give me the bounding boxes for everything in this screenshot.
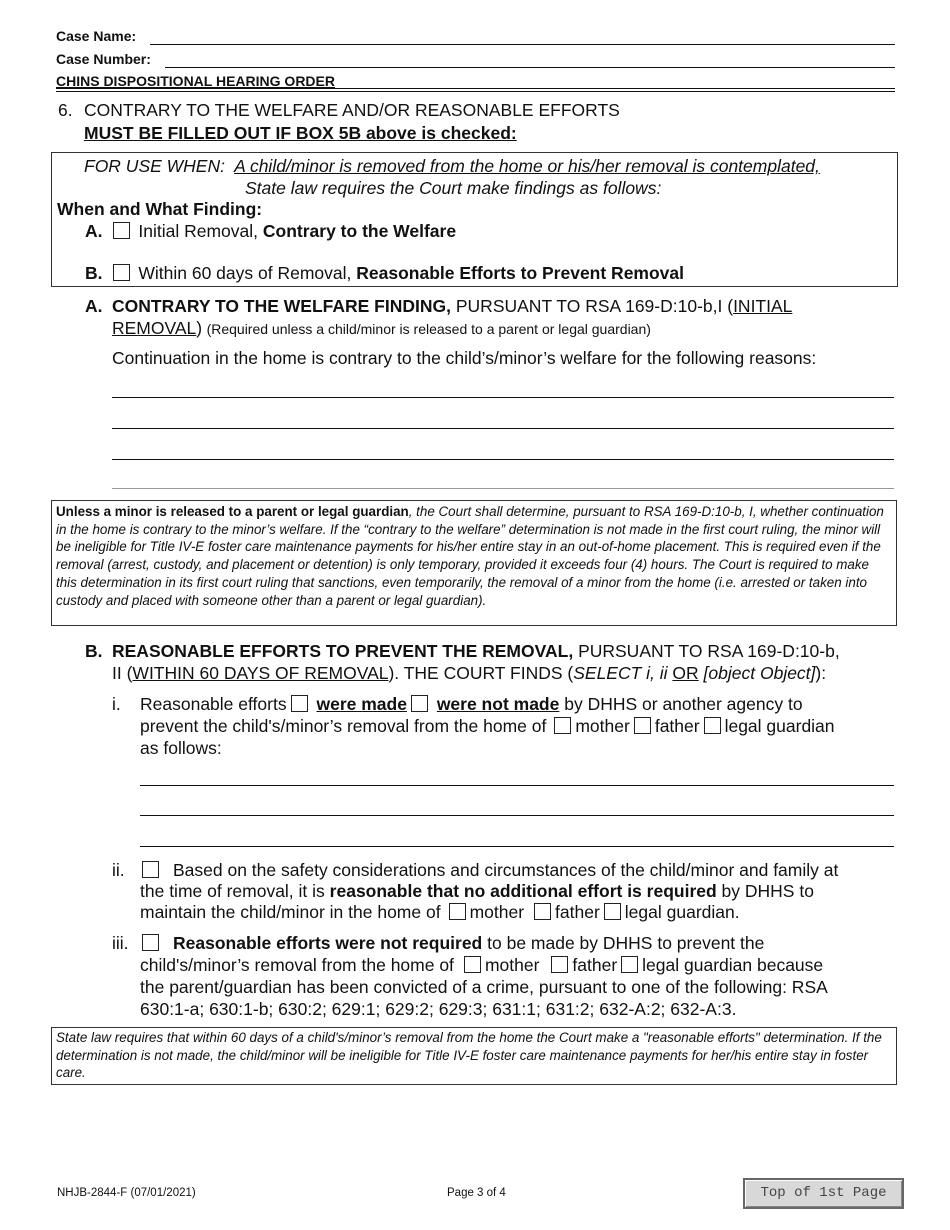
iii-guardian-label: legal guardian: [642, 955, 753, 975]
option-ii-end: .: [734, 902, 740, 922]
i-mother-label: mother: [575, 716, 630, 736]
finding-a-row: [85, 221, 456, 242]
header-rule: [56, 88, 895, 89]
option-iii-line1: [140, 933, 764, 954]
part-a-line2: [112, 318, 651, 339]
case-name-field[interactable]: [150, 44, 895, 45]
ii-guardian-checkbox[interactable]: [604, 903, 621, 920]
part-a-removal: REMOVAL: [112, 318, 197, 338]
section-title: CONTRARY TO THE WELFARE AND/OR REASONABLE EFFORTS: [84, 100, 620, 120]
option-iii-because: because: [756, 955, 824, 975]
part-b-title-bold: REASONABLE EFFORTS TO PREVENT THE REMOVAL,: [112, 641, 574, 661]
were-made-checkbox[interactable]: [291, 695, 308, 712]
option-iii-line4: 630:1-a; 630:1-b; 630:2; 629:1; 629:2; 629:3; 631:1; 631:2; 632-A:2; 632-A:3.: [140, 999, 737, 1019]
option-ii-num: ii.: [112, 860, 125, 880]
finding-b-checkbox[interactable]: [113, 264, 130, 281]
ii-guardian-label: legal guardian: [624, 902, 735, 922]
option-ii-pre: the time of removal, it is: [140, 881, 325, 901]
option-i-num: i.: [112, 694, 121, 714]
finding-b-text: Within 60 days of Removal,: [138, 263, 352, 283]
header-rule-2: [56, 91, 895, 92]
i-father-checkbox[interactable]: [634, 717, 651, 734]
option-ii-line3: [140, 902, 740, 923]
when-what-label: When and What Finding:: [57, 199, 263, 219]
reason-line-2[interactable]: [112, 428, 894, 429]
option-i-line3: as follows:: [140, 738, 222, 758]
part-b-line2: [112, 663, 826, 684]
part-b-select: SELECT i, ii: [573, 663, 668, 683]
finding-a-checkbox[interactable]: [113, 222, 130, 239]
option-iii-num: iii.: [112, 933, 129, 953]
order-title: CHINS DISPOSITIONAL HEARING ORDER: [56, 73, 335, 89]
iii-mother-label: mother: [484, 955, 540, 975]
notice-1-bold: Unless a minor is released to a parent or legal guardian: [56, 504, 409, 519]
finding-a-bold: Contrary to the Welfare: [262, 221, 457, 241]
page-number: Page 3 of 4: [447, 1187, 506, 1199]
ii-mother-label: mother: [469, 902, 525, 922]
finding-b-row: [85, 263, 684, 284]
case-name-label: Case Name:: [56, 28, 137, 44]
part-b-or: OR: [672, 663, 699, 683]
efforts-line-1[interactable]: [140, 785, 894, 786]
use-when-text: A child/minor is removed from the home or his/her removal is contemplated,: [234, 156, 820, 176]
option-ii-line2: [140, 881, 814, 902]
i-guardian-checkbox[interactable]: [704, 717, 721, 734]
notice-1-text: , the Court shall determine, pursuant to RSA 169-D:10-b, I, whether continuation in the home is contrary to the minor’s welfare. If the “contrary to the welfare” determination is not made in the first court ruling, the minor will be ineligible for Title IV-E foster care maintenance payments for his/her entire stay in an out-of-home placement. This is required even if the removal (arrest, custody, and placement or detention) is only temporary, provided it exceeds four (4) hours. The Court is required to make this determination in its first court ruling that sanctions, even temporarily, the removal of a minor from the home (i.e. arrested or taken into custody and placed with someone other than a parent or legal guardian).: [56, 504, 884, 608]
part-b-within: WITHIN 60 DAYS OF REMOVAL: [132, 663, 389, 683]
option-i-pre: Reasonable efforts: [140, 694, 287, 714]
option-iii-line2-text: child's/minor’s removal from the home of: [140, 955, 454, 975]
form-id: NHJB-2844-F (07/01/2021): [57, 1187, 196, 1199]
part-b-letter: B.: [85, 641, 103, 661]
iii-mother-checkbox[interactable]: [464, 956, 481, 973]
were-not-made-checkbox[interactable]: [411, 695, 428, 712]
reason-line-4[interactable]: [112, 488, 894, 489]
part-a-close: ): [196, 318, 203, 338]
notice-2-text: State law requires that within 60 days of a child's/minor’s removal from the home the Court make a "reasonable efforts" determination. If the determination is not made, the child/minor will be ineligible for Title IV-E foster care maintenance payments for her/his entire stay in foster care.: [56, 1030, 882, 1081]
option-ii-line1: [140, 860, 838, 881]
part-a-letter: A.: [85, 296, 103, 316]
option-ii-checkbox[interactable]: [142, 861, 159, 878]
option-i-line2-text: prevent the child's/minor’s removal from the home of: [140, 716, 547, 736]
option-i-line1: [140, 694, 803, 715]
notice-reasonable-efforts: [51, 1027, 897, 1085]
part-a-continuation: Continuation in the home is contrary to the child’s/minor’s welfare for the following reasons:: [112, 348, 817, 368]
ii-father-checkbox[interactable]: [534, 903, 551, 920]
finding-a-letter: A.: [85, 221, 103, 241]
option-iii-line3: the parent/guardian has been convicted of a crime, pursuant to one of the following: RSA: [140, 977, 828, 997]
section-subtitle: MUST BE FILLED OUT IF BOX 5B above is checked:: [84, 123, 517, 143]
option-ii-post: by DHHS to: [721, 881, 814, 901]
part-a-title-bold: CONTRARY TO THE WELFARE FINDING,: [112, 296, 451, 316]
option-iii-post: to be made by DHHS to prevent the: [487, 933, 765, 953]
finding-b-bold: Reasonable Efforts to Prevent Removal: [356, 263, 684, 283]
part-b-line2-end: ):: [815, 663, 827, 683]
case-number-field[interactable]: [165, 67, 895, 68]
option-i-line2: [140, 716, 835, 737]
part-b-title: [112, 641, 840, 662]
option-ii-line1-text: Based on the safety considerations and circumstances of the child/minor and family at: [173, 860, 839, 880]
part-b-title-rest: PURSUANT TO RSA 169-D:10-b,: [578, 641, 840, 661]
option-ii-bold: reasonable that no additional effort is required: [329, 881, 717, 901]
case-number-label: Case Number:: [56, 51, 151, 67]
iii-father-label: father: [572, 955, 618, 975]
iii-father-checkbox[interactable]: [551, 956, 568, 973]
part-b-line2-pre: II (: [112, 663, 133, 683]
were-made-label: were made: [316, 694, 407, 714]
option-ii-line3-text: maintain the child/minor in the home of: [140, 902, 441, 922]
notice-contrary-welfare: [51, 500, 897, 626]
part-a-initial: INITIAL: [733, 296, 793, 316]
option-iii-bold: Reasonable efforts were not required: [173, 933, 483, 953]
use-when-prefix: FOR USE WHEN:: [84, 156, 225, 176]
use-when-line2: State law requires the Court make findings as follows:: [245, 178, 662, 198]
part-a-title-rest: PURSUANT TO RSA 169-D:10-b,I (: [455, 296, 734, 316]
finding-b-letter: B.: [85, 263, 103, 283]
option-i-post: by DHHS or another agency to: [564, 694, 803, 714]
ii-mother-checkbox[interactable]: [449, 903, 466, 920]
option-iii-checkbox[interactable]: [142, 934, 159, 951]
were-not-made-label: were not made: [436, 694, 560, 714]
i-guardian-label: legal guardian: [724, 716, 835, 736]
top-of-first-page-button[interactable]: Top of 1st Page: [743, 1178, 904, 1209]
part-a-required-note: (Required unless a child/minor is released to a parent or legal guardian): [206, 321, 651, 337]
option-iii-line2: [140, 955, 823, 976]
reason-line-3[interactable]: [112, 459, 894, 460]
i-father-label: father: [654, 716, 700, 736]
use-when-line1: [84, 156, 820, 177]
finding-a-text: Initial Removal,: [138, 221, 259, 241]
part-a-title: [112, 296, 792, 317]
reason-line-1[interactable]: [112, 397, 894, 398]
section-number: 6.: [58, 100, 73, 120]
iii-guardian-checkbox[interactable]: [621, 956, 638, 973]
i-mother-checkbox[interactable]: [554, 717, 571, 734]
efforts-line-3[interactable]: [140, 846, 894, 847]
ii-father-label: father: [555, 902, 600, 922]
part-b-iii-ref: [object Object]: [703, 663, 816, 683]
part-b-line2-mid: ). THE COURT FINDS (: [388, 663, 574, 683]
efforts-line-2[interactable]: [140, 815, 894, 816]
